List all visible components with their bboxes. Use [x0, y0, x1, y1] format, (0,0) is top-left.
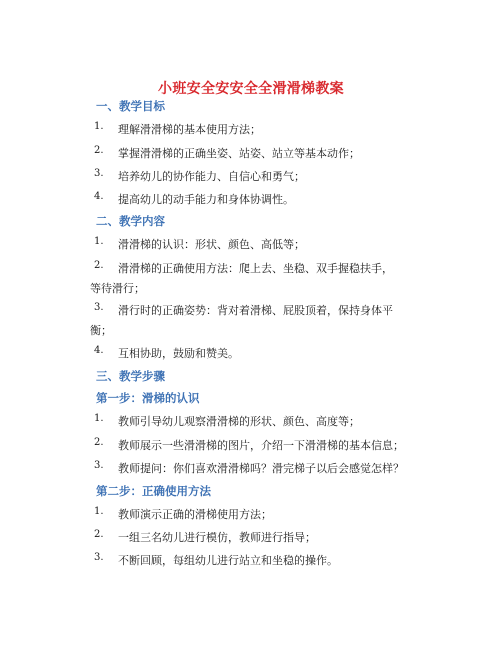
item-number: 4.	[94, 191, 104, 202]
item-number: 4.	[94, 345, 104, 356]
item-text: 培养幼儿的协作能力、自信心和勇气；	[118, 170, 305, 183]
list-item	[94, 145, 360, 161]
item-number: 2.	[94, 529, 104, 540]
item-text: 理解滑滑梯的基本使用方法；	[118, 123, 261, 136]
item-number: 2.	[94, 145, 104, 156]
item-text: 掌握滑滑梯的正确坐姿、站姿、站立等基本动作；	[118, 147, 360, 160]
item-continuation: 衡；	[90, 324, 112, 337]
item-number: 1.	[94, 506, 104, 517]
list-item	[94, 506, 272, 522]
list-item	[94, 260, 393, 276]
item-text: 教师演示正确的滑梯使用方法；	[118, 508, 272, 521]
list-item	[94, 168, 305, 184]
item-number: 3.	[94, 460, 104, 471]
item-text: 滑滑梯的正确使用方法：爬上去、坐稳、双手握稳扶手，	[118, 262, 393, 275]
item-number: 3.	[94, 552, 104, 563]
item-text: 滑滑梯的认识：形状、颜色、高低等；	[118, 238, 305, 251]
item-number: 3.	[94, 168, 104, 179]
item-number: 2.	[94, 437, 104, 448]
step-heading-1: 第一步：滑梯的认识	[96, 391, 200, 405]
item-text: 教师引导幼儿观察滑滑梯的形状、颜色、高度等；	[118, 415, 360, 428]
item-number: 2.	[94, 260, 104, 271]
item-text: 互相协助，鼓励和赞美。	[118, 347, 239, 360]
item-text: 提高幼儿的动手能力和身体协调性。	[118, 193, 294, 206]
item-text: 滑行时的正确姿势：背对着滑梯、屁股顶着，保持身体平	[118, 304, 393, 317]
list-item	[94, 302, 393, 318]
section-heading-content: 二、教学内容	[96, 214, 165, 228]
item-number: 1.	[94, 413, 104, 424]
list-item	[94, 191, 294, 207]
list-item	[94, 236, 305, 252]
step-heading-2: 第二步：正确使用方法	[96, 484, 211, 498]
list-item	[94, 121, 261, 137]
item-text: 教师提问：你们喜欢滑滑梯吗？滑完梯子以后会感觉怎样？	[118, 462, 404, 475]
item-continuation: 等待滑行；	[90, 282, 145, 295]
item-number: 1.	[94, 236, 104, 247]
list-item	[94, 413, 360, 429]
page-title: 小班安全安安全全滑滑梯教案	[158, 81, 344, 97]
item-text: 一组三名幼儿进行模仿，教师进行指导；	[118, 531, 316, 544]
item-number: 3.	[94, 302, 104, 313]
list-item	[94, 460, 404, 476]
item-text: 不断回顾，每组幼儿进行站立和坐稳的操作。	[118, 554, 338, 567]
list-item	[94, 529, 316, 545]
list-item	[94, 345, 239, 361]
item-text: 教师展示一些滑滑梯的图片，介绍一下滑滑梯的基本信息；	[118, 439, 404, 452]
section-heading-steps: 三、教学步骤	[96, 369, 165, 383]
item-number: 1.	[94, 121, 104, 132]
list-item	[94, 552, 338, 568]
list-item	[94, 437, 404, 453]
section-heading-goals: 一、教学目标	[96, 99, 165, 113]
